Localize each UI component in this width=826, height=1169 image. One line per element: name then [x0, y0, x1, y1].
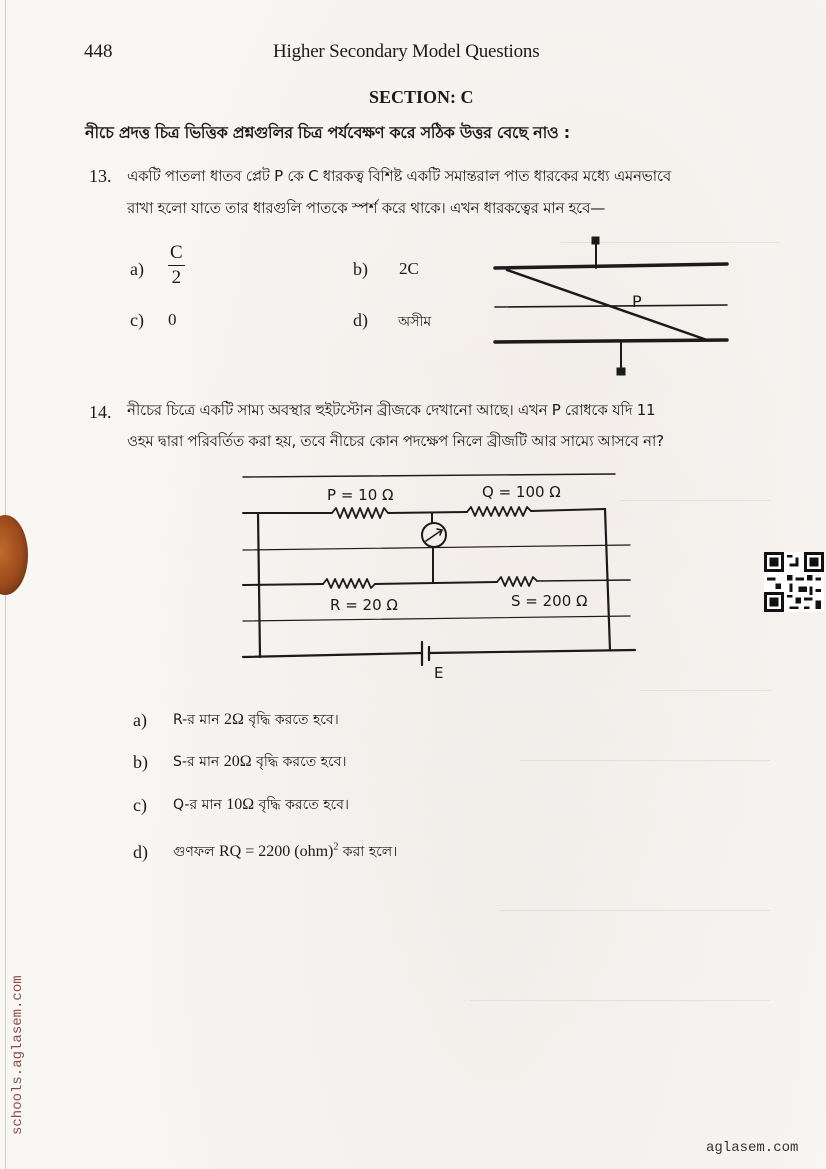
page-number: 448 [84, 41, 113, 62]
q14-option-c-label: c) [133, 795, 147, 815]
capacitor-figure [485, 228, 735, 378]
q13-option-c-label: c) [130, 310, 144, 330]
plate-P-label: P [632, 292, 642, 311]
label-E: E [434, 664, 444, 682]
q14-option-a-text [173, 708, 339, 732]
option-text-post: বৃদ্ধি করতে হবে। [254, 797, 349, 813]
option-text-post: করা হলে। [338, 844, 398, 860]
option-text-pre: R-র মান [173, 712, 225, 728]
question-14-text-line1: নীচের চিত্রে একটি সাম্য অবস্থার হুইটস্টোন ব্রীজকে দেখানো আছে। এখন P রোধকে যদি 11 [127, 401, 656, 419]
q13-option-d-label: d) [353, 310, 368, 330]
label-R: R = 20 Ω [330, 596, 398, 614]
question-13-text-line1: একটি পাতলা ধাতব প্লেট P কে C ধারকত্ব বিশিষ্ট একটি সমান্তরাল পাত ধারকের মধ্যে এমনভাবে [127, 167, 671, 185]
running-head: Higher Secondary Model Questions [273, 41, 540, 62]
resistor-P [332, 508, 388, 518]
wheatstone-bridge-figure [235, 470, 645, 685]
top-plate [495, 264, 727, 268]
bleed-through-line [520, 760, 770, 761]
q14-option-a-label: a) [133, 710, 147, 730]
option-text-pre: Q-র মান [173, 797, 227, 813]
option-text-pre: গুণফল [173, 844, 219, 860]
q14-option-d-label: d) [133, 842, 148, 862]
fraction [168, 243, 185, 288]
section-instruction: নীচে প্রদত্ত চিত্র ভিত্তিক প্রশ্নগুলির চিত্র পর্যবেক্ষণ করে সঠিক উত্তর বেছে নাও : [85, 123, 570, 142]
bleed-through-line [470, 1000, 770, 1001]
q13-option-d-value: অসীম [398, 314, 432, 330]
q14-option-b-label: b) [133, 752, 148, 772]
fraction-numerator: C [168, 243, 185, 266]
q13-option-a-label: a) [130, 259, 144, 279]
q13-option-c-value: 0 [168, 310, 177, 329]
q14-option-c-text [173, 793, 349, 817]
bottom-watermark: aglasem.com [706, 1140, 799, 1156]
q13-option-b-label: b) [353, 259, 368, 279]
superscript: 2 [333, 841, 339, 853]
option-text-pre: S-র মান [173, 754, 224, 770]
resistor-R [323, 579, 375, 588]
label-S: S = 200 Ω [511, 592, 588, 610]
question-13-text-line2: রাখা হলো যাতে তার ধারগুলি পাতকে স্পর্শ করে থাকে। এখন ধারকত্বের মান হবে— [127, 199, 605, 217]
option-value: 20Ω [223, 753, 252, 770]
section-title: SECTION: C [369, 87, 474, 107]
fraction-denominator: 2 [171, 267, 182, 288]
bottom-plate [495, 340, 727, 342]
qr-code[interactable] [764, 552, 824, 612]
bleed-through-line [500, 910, 770, 911]
page-rule [243, 474, 615, 477]
top-terminal [592, 237, 599, 244]
q14-option-b-text [173, 750, 346, 774]
q13-option-a-value [168, 243, 185, 288]
bleed-through-line [640, 690, 770, 691]
question-14-text-line2: ওহম দ্বারা পরিবর্তিত করা হয়, তবে নীচের কোন পদক্ষেপ নিলে ব্রীজটি আর সাম্যে আসবে না? [127, 432, 664, 450]
side-watermark: schools.aglasem.com [10, 975, 26, 1135]
option-value: 2Ω [224, 711, 244, 728]
question-14-number: 14. [89, 402, 112, 422]
q14-option-d-text [173, 840, 397, 864]
option-value: 10Ω [226, 796, 255, 813]
option-text-post: বৃদ্ধি করতে হবে। [251, 754, 347, 770]
page-rule [243, 616, 630, 621]
option-text-post: বৃদ্ধি করতে হবে। [243, 712, 339, 728]
label-Q: Q = 100 Ω [482, 483, 561, 501]
question-13-number: 13. [89, 166, 112, 186]
option-value: RQ = 2200 (ohm) [219, 843, 334, 860]
bottom-terminal [617, 368, 625, 375]
q13-option-b-value: 2C [399, 259, 419, 278]
resistor-S [497, 577, 537, 586]
label-P: P = 10 Ω [327, 486, 394, 504]
resistor-Q [467, 507, 531, 516]
